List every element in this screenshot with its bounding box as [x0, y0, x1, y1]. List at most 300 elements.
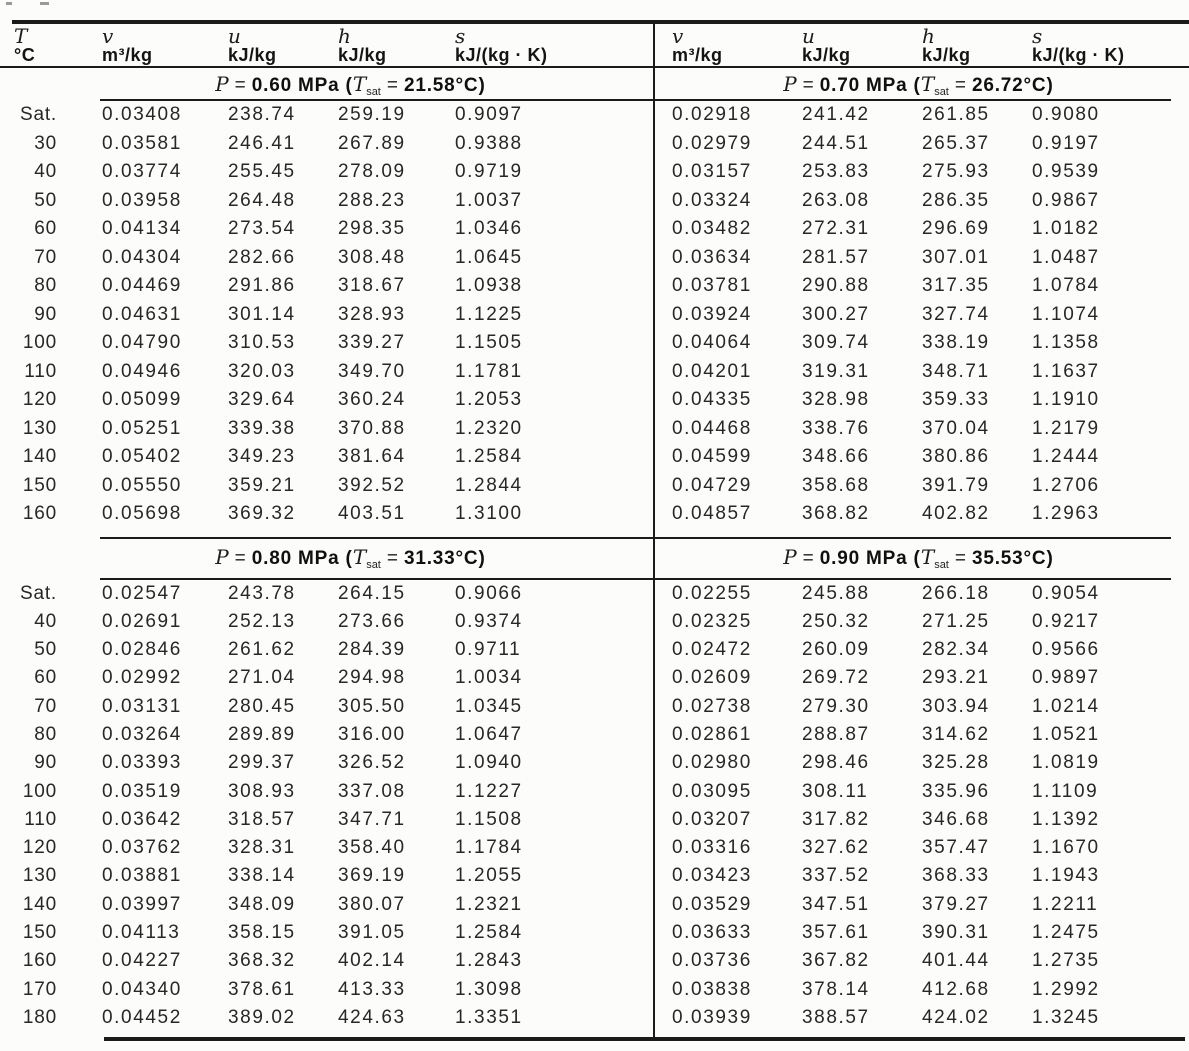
value-cell-left-v: 0.05402 — [102, 446, 182, 467]
value-cell-left-v: 0.03762 — [102, 837, 182, 859]
table-row — [0, 976, 1189, 1004]
table-row — [0, 472, 1189, 501]
value-cell-left-s: 1.2844 — [455, 474, 523, 496]
value-cell-left-u: 280.45 — [228, 695, 296, 717]
value-cell-right-h: 317.35 — [922, 275, 990, 296]
value-cell-right-v: 0.03207 — [672, 808, 752, 830]
value-cell-right-u: 250.32 — [802, 610, 870, 632]
temperature-cell: 80 — [34, 275, 57, 296]
table-row — [0, 301, 1189, 330]
value-cell-left-u: 243.78 — [228, 582, 296, 604]
column-header-row — [0, 24, 1189, 66]
value-cell-left-h: 370.88 — [338, 417, 406, 439]
quantity-unit: kJ/kg — [228, 45, 277, 65]
value-cell-left-h: 349.70 — [338, 360, 406, 382]
value-cell-right-s: 1.1943 — [1032, 865, 1100, 887]
value-cell-right-s: 1.0521 — [1032, 723, 1100, 745]
value-cell-right-s: 0.9197 — [1032, 132, 1100, 154]
value-cell-left-s: 1.1508 — [455, 808, 523, 830]
tsat-symbol: T — [920, 72, 935, 96]
value-cell-right-s: 1.1358 — [1032, 332, 1100, 353]
value-cell-left-h: 308.48 — [338, 246, 406, 268]
quantity-unit: kJ/kg — [338, 45, 387, 65]
value-cell-left-v: 0.04113 — [102, 922, 181, 944]
quantity-unit: kJ/kg — [802, 45, 851, 65]
value-cell-left-u: 273.54 — [228, 218, 296, 239]
value-cell-right-u: 244.51 — [802, 132, 870, 154]
value-cell-left-s: 0.9711 — [455, 639, 522, 661]
table-row — [0, 919, 1189, 947]
table-row — [0, 580, 1189, 608]
tsat-subscript: sat — [366, 558, 381, 571]
value-cell-left-h: 259.19 — [338, 104, 406, 125]
temperature-cell: 130 — [22, 417, 57, 439]
value-cell-right-s: 0.9566 — [1032, 639, 1100, 661]
table-row — [0, 947, 1189, 975]
value-cell-left-v: 0.02992 — [102, 667, 182, 689]
value-cell-left-h: 305.50 — [338, 695, 406, 717]
table-row — [0, 500, 1189, 529]
value-cell-left-v: 0.03881 — [102, 865, 182, 887]
value-cell-left-v: 0.05099 — [102, 389, 182, 410]
value-cell-right-v: 0.03838 — [672, 978, 752, 1000]
value-cell-right-u: 338.76 — [802, 417, 870, 439]
quantity-symbol: v — [672, 24, 684, 48]
value-cell-left-h: 284.39 — [338, 639, 406, 661]
value-cell-left-h: 391.05 — [338, 922, 406, 944]
value-cell-left-v: 0.04134 — [102, 218, 182, 239]
temperature-symbol: T — [14, 24, 28, 48]
pressure-symbol: P — [215, 72, 229, 96]
value-cell-right-s: 1.2444 — [1032, 446, 1100, 467]
value-cell-left-h: 328.93 — [338, 303, 406, 325]
value-cell-right-v: 0.03529 — [672, 893, 752, 915]
value-cell-right-s: 1.2179 — [1032, 417, 1100, 439]
value-cell-left-s: 1.0345 — [455, 695, 523, 717]
value-cell-left-u: 389.02 — [228, 1006, 296, 1028]
value-cell-left-v: 0.03774 — [102, 161, 182, 182]
table-row — [0, 749, 1189, 777]
value-cell-right-v: 0.04729 — [672, 474, 752, 496]
value-cell-right-u: 368.82 — [802, 503, 870, 524]
value-cell-left-v: 0.04946 — [102, 360, 182, 382]
page-crop-fragment — [6, 2, 66, 6]
temperature-cell: 100 — [22, 780, 57, 802]
value-cell-left-h: 298.35 — [338, 218, 406, 239]
value-cell-right-h: 325.28 — [922, 752, 990, 774]
temperature-cell: 80 — [34, 723, 57, 745]
value-cell-right-s: 1.0487 — [1032, 246, 1100, 268]
value-cell-left-h: 392.52 — [338, 474, 406, 496]
pressure-symbol: P — [783, 72, 797, 96]
value-cell-left-v: 0.03958 — [102, 189, 182, 211]
value-cell-left-s: 1.0938 — [455, 275, 523, 296]
value-cell-right-h: 335.96 — [922, 780, 990, 802]
value-cell-left-v: 0.04631 — [102, 303, 182, 325]
temperature-cell: Sat. — [20, 582, 57, 604]
table-row — [0, 358, 1189, 387]
value-cell-left-h: 360.24 — [338, 389, 406, 410]
table-row — [0, 443, 1189, 472]
value-cell-left-u: 246.41 — [228, 132, 296, 154]
quantity-column-header-left-s — [455, 24, 548, 65]
table-row — [0, 608, 1189, 636]
value-cell-right-u: 378.14 — [802, 978, 870, 1000]
value-cell-right-u: 348.66 — [802, 446, 870, 467]
table-row — [0, 158, 1189, 187]
value-cell-right-s: 1.1074 — [1032, 303, 1100, 325]
value-cell-left-u: 264.48 — [228, 189, 296, 211]
pressure-value: 0.60 MPa — [251, 75, 340, 96]
value-cell-right-v: 0.03324 — [672, 189, 752, 211]
value-cell-left-h: 278.09 — [338, 161, 406, 182]
value-cell-left-u: 291.86 — [228, 275, 296, 296]
value-cell-left-v: 0.03997 — [102, 893, 182, 915]
value-cell-left-u: 299.37 — [228, 752, 296, 774]
value-cell-left-s: 1.1505 — [455, 332, 523, 353]
value-cell-right-s: 1.3245 — [1032, 1006, 1100, 1028]
table-row — [0, 834, 1189, 862]
value-cell-left-s: 1.1227 — [455, 780, 523, 802]
value-cell-right-h: 357.47 — [922, 837, 990, 859]
temperature-cell: 130 — [22, 865, 57, 887]
value-cell-left-u: 349.23 — [228, 446, 296, 467]
table-row — [0, 272, 1189, 301]
value-cell-left-v: 0.04304 — [102, 246, 182, 268]
value-cell-left-s: 1.2320 — [455, 417, 523, 439]
close-paren: ) — [1046, 75, 1053, 96]
value-cell-left-s: 0.9388 — [455, 132, 523, 154]
temperature-cell: 120 — [22, 837, 57, 859]
quantity-unit: kJ/kg — [922, 45, 971, 65]
value-cell-right-h: 286.35 — [922, 189, 990, 211]
value-cell-right-u: 245.88 — [802, 582, 870, 604]
value-cell-left-v: 0.04340 — [102, 978, 182, 1000]
value-cell-left-v: 0.04790 — [102, 332, 182, 353]
value-cell-right-u: 281.57 — [802, 246, 870, 268]
value-cell-right-v: 0.03939 — [672, 1006, 752, 1028]
table-row — [0, 215, 1189, 244]
temperature-cell: 150 — [22, 922, 57, 944]
value-cell-right-h: 265.37 — [922, 132, 990, 154]
value-cell-right-h: 327.74 — [922, 303, 990, 325]
value-cell-right-s: 0.9897 — [1032, 667, 1100, 689]
value-cell-right-u: 347.51 — [802, 893, 870, 915]
value-cell-left-v: 0.04469 — [102, 275, 182, 296]
value-cell-right-h: 275.93 — [922, 161, 990, 182]
temperature-cell: 30 — [34, 132, 57, 154]
table-body — [0, 68, 1189, 1032]
pressure-value: 0.80 MPa — [251, 547, 340, 569]
value-cell-left-s: 0.9097 — [455, 104, 523, 125]
value-cell-right-s: 0.9054 — [1032, 582, 1100, 604]
value-cell-right-s: 1.2211 — [1032, 893, 1099, 915]
temperature-cell: 50 — [34, 189, 57, 211]
value-cell-right-v: 0.03736 — [672, 950, 752, 972]
value-cell-left-v: 0.03264 — [102, 723, 182, 745]
temperature-cell: 90 — [34, 752, 57, 774]
value-cell-right-h: 314.62 — [922, 723, 990, 745]
open-paren: ( — [913, 75, 920, 96]
value-cell-left-h: 273.66 — [338, 610, 406, 632]
tsat-subscript: sat — [934, 86, 949, 98]
value-cell-right-u: 388.57 — [802, 1006, 870, 1028]
value-cell-left-u: 338.14 — [228, 865, 296, 887]
tsat-value: 21.58°C — [403, 75, 479, 96]
table-row — [0, 1004, 1189, 1032]
value-cell-right-s: 1.1392 — [1032, 808, 1100, 830]
value-cell-right-u: 309.74 — [802, 332, 870, 353]
value-cell-left-v: 0.03131 — [102, 695, 182, 717]
value-cell-right-v: 0.03634 — [672, 246, 752, 268]
value-cell-right-s: 1.0182 — [1032, 218, 1100, 239]
equals-sign: = — [954, 547, 966, 569]
bottom-rule — [104, 1037, 1185, 1041]
value-cell-right-u: 317.82 — [802, 808, 870, 830]
value-cell-left-u: 329.64 — [228, 389, 296, 410]
quantity-symbol: v — [102, 24, 114, 48]
value-cell-right-h: 348.71 — [922, 360, 990, 382]
value-cell-left-h: 326.52 — [338, 752, 406, 774]
value-cell-right-u: 308.11 — [802, 780, 869, 802]
value-cell-right-s: 1.0214 — [1032, 695, 1100, 717]
value-cell-right-u: 290.88 — [802, 275, 870, 296]
value-cell-right-u: 272.31 — [802, 218, 870, 239]
value-cell-left-u: 282.66 — [228, 246, 296, 268]
value-cell-right-v: 0.02738 — [672, 695, 752, 717]
value-cell-right-u: 327.62 — [802, 837, 870, 859]
value-cell-left-s: 1.1784 — [455, 837, 523, 859]
tsat-symbol: T — [352, 72, 367, 96]
value-cell-right-h: 346.68 — [922, 808, 990, 830]
value-cell-left-u: 289.89 — [228, 723, 296, 745]
value-cell-right-u: 260.09 — [802, 639, 870, 661]
temperature-cell: 110 — [24, 360, 57, 382]
temperature-column-header — [14, 24, 36, 65]
quantity-column-header-left-u — [228, 24, 277, 65]
quantity-symbol: s — [455, 24, 466, 48]
equals-sign: = — [386, 75, 398, 96]
value-cell-right-s: 1.1637 — [1032, 360, 1100, 382]
value-cell-right-u: 298.46 — [802, 752, 870, 774]
value-cell-left-s: 0.9066 — [455, 582, 523, 604]
value-cell-right-h: 424.02 — [922, 1006, 990, 1028]
value-cell-left-u: 261.62 — [228, 639, 296, 661]
value-cell-right-u: 288.87 — [802, 723, 870, 745]
value-cell-left-s: 1.0645 — [455, 246, 523, 268]
value-cell-right-v: 0.03423 — [672, 865, 752, 887]
value-cell-right-s: 0.9539 — [1032, 161, 1100, 182]
quantity-symbol: s — [1032, 24, 1043, 48]
value-cell-right-v: 0.03482 — [672, 218, 752, 239]
value-cell-left-s: 0.9719 — [455, 161, 523, 182]
value-cell-right-v: 0.02918 — [672, 104, 752, 125]
value-cell-right-u: 263.08 — [802, 189, 870, 211]
table-row — [0, 721, 1189, 749]
quantity-column-header-right-h — [922, 24, 971, 65]
quantity-symbol: h — [338, 24, 351, 48]
table-row — [0, 693, 1189, 721]
value-cell-right-v: 0.02472 — [672, 639, 752, 661]
value-cell-right-u: 337.52 — [802, 865, 870, 887]
value-cell-right-u: 253.83 — [802, 161, 870, 182]
quantity-column-header-right-v — [672, 24, 723, 65]
value-cell-right-h: 293.21 — [922, 667, 990, 689]
quantity-unit: kJ/(kg · K) — [1032, 45, 1125, 65]
value-cell-left-s: 1.2843 — [455, 950, 523, 972]
value-cell-left-h: 288.23 — [338, 189, 406, 211]
temperature-cell: 150 — [22, 474, 57, 496]
center-column-divider — [653, 22, 655, 1039]
quantity-column-header-left-v — [102, 24, 153, 65]
tsat-subscript: sat — [366, 86, 381, 98]
value-cell-right-u: 300.27 — [802, 303, 870, 325]
value-cell-left-s: 1.3100 — [455, 503, 523, 524]
value-cell-left-u: 358.15 — [228, 922, 296, 944]
value-cell-left-h: 403.51 — [338, 503, 406, 524]
value-cell-right-v: 0.02255 — [672, 582, 752, 604]
quantity-unit: kJ/(kg · K) — [455, 45, 548, 65]
value-cell-right-v: 0.02980 — [672, 752, 752, 774]
value-cell-right-s: 1.0784 — [1032, 275, 1100, 296]
temperature-cell: 140 — [22, 893, 57, 915]
value-cell-left-v: 0.03393 — [102, 752, 182, 774]
table-row — [0, 806, 1189, 834]
value-cell-right-v: 0.04599 — [672, 446, 752, 467]
temperature-cell: 160 — [22, 950, 57, 972]
value-cell-right-s: 1.2735 — [1032, 950, 1100, 972]
value-cell-left-u: 348.09 — [228, 893, 296, 915]
value-cell-left-v: 0.05251 — [102, 417, 182, 439]
value-cell-right-v: 0.04064 — [672, 332, 752, 353]
temperature-cell: 100 — [22, 332, 57, 353]
value-cell-left-v: 0.02547 — [102, 582, 182, 604]
equals-sign: = — [802, 547, 814, 569]
temperature-cell: 70 — [34, 246, 57, 268]
value-cell-right-h: 391.79 — [922, 474, 990, 496]
value-cell-left-h: 339.27 — [338, 332, 406, 353]
equals-sign: = — [386, 547, 398, 569]
value-cell-right-v: 0.03316 — [672, 837, 752, 859]
temperature-cell: 70 — [34, 695, 57, 717]
value-cell-left-s: 0.9374 — [455, 610, 523, 632]
value-cell-right-h: 271.25 — [922, 610, 990, 632]
value-cell-left-s: 1.0940 — [455, 752, 523, 774]
value-cell-right-u: 358.68 — [802, 474, 870, 496]
value-cell-left-u: 271.04 — [228, 667, 296, 689]
value-cell-right-v: 0.04857 — [672, 503, 752, 524]
value-cell-left-s: 1.3098 — [455, 978, 523, 1000]
pressure-value: 0.70 MPa — [819, 75, 908, 96]
tsat-value: 31.33°C — [403, 547, 479, 569]
value-cell-left-u: 368.32 — [228, 950, 296, 972]
temperature-cell: 170 — [22, 978, 57, 1000]
value-cell-left-s: 1.2584 — [455, 922, 523, 944]
quantity-unit: m³/kg — [672, 45, 723, 65]
quantity-symbol: h — [922, 24, 935, 48]
quantity-symbol: u — [228, 24, 241, 48]
temperature-cell: 60 — [34, 667, 57, 689]
tsat-subscript: sat — [934, 558, 949, 571]
temperature-unit: °C — [14, 45, 36, 65]
value-cell-right-v: 0.02609 — [672, 667, 752, 689]
value-cell-left-h: 316.00 — [338, 723, 406, 745]
top-rule — [12, 20, 1189, 24]
value-cell-left-u: 252.13 — [228, 610, 296, 632]
value-cell-right-h: 303.94 — [922, 695, 990, 717]
value-cell-right-s: 1.1910 — [1032, 389, 1100, 410]
pressure-value: 0.90 MPa — [819, 547, 908, 569]
value-cell-left-v: 0.02846 — [102, 639, 182, 661]
value-cell-left-s: 1.1781 — [455, 360, 523, 382]
temperature-cell: 140 — [22, 446, 57, 467]
pressure-band-header — [0, 537, 1189, 580]
value-cell-left-s: 1.0346 — [455, 218, 523, 239]
value-cell-left-v: 0.02691 — [102, 610, 182, 632]
temperature-cell: Sat. — [20, 104, 57, 125]
value-cell-right-h: 359.33 — [922, 389, 990, 410]
value-cell-left-h: 424.63 — [338, 1006, 406, 1028]
value-cell-right-v: 0.02861 — [672, 723, 752, 745]
value-cell-right-s: 0.9867 — [1032, 189, 1100, 211]
value-cell-right-h: 338.19 — [922, 332, 990, 353]
value-cell-right-s: 1.2963 — [1032, 503, 1100, 524]
temperature-cell: 120 — [22, 389, 57, 410]
open-paren: ( — [913, 547, 920, 569]
value-cell-right-s: 0.9217 — [1032, 610, 1100, 632]
value-cell-right-h: 379.27 — [922, 893, 990, 915]
value-cell-right-v: 0.02979 — [672, 132, 752, 154]
value-cell-right-h: 401.44 — [922, 950, 990, 972]
value-cell-left-h: 337.08 — [338, 780, 406, 802]
value-cell-left-v: 0.03408 — [102, 104, 182, 125]
value-cell-left-s: 1.0037 — [455, 189, 523, 211]
table-row — [0, 664, 1189, 692]
quantity-unit: m³/kg — [102, 45, 153, 65]
value-cell-left-h: 369.19 — [338, 865, 406, 887]
value-cell-left-s: 1.0647 — [455, 723, 523, 745]
value-cell-left-u: 238.74 — [228, 104, 296, 125]
close-paren: ) — [1046, 547, 1053, 569]
value-cell-right-h: 296.69 — [922, 218, 990, 239]
quantity-column-header-right-u — [802, 24, 851, 65]
quantity-column-header-right-s — [1032, 24, 1125, 65]
value-cell-right-u: 319.31 — [802, 360, 870, 382]
temperature-cell: 160 — [22, 503, 57, 524]
quantity-symbol: u — [802, 24, 815, 48]
close-paren: ) — [478, 547, 485, 569]
value-cell-left-v: 0.03581 — [102, 132, 182, 154]
value-cell-left-u: 320.03 — [228, 360, 296, 382]
open-paren: ( — [345, 547, 352, 569]
value-cell-right-u: 269.72 — [802, 667, 870, 689]
open-paren: ( — [345, 75, 352, 96]
value-cell-right-s: 1.0819 — [1032, 752, 1100, 774]
value-cell-right-h: 266.18 — [922, 582, 990, 604]
quantity-column-header-left-h — [338, 24, 387, 65]
equals-sign: = — [234, 547, 246, 569]
value-cell-left-s: 1.3351 — [455, 1006, 523, 1028]
table-row — [0, 891, 1189, 919]
value-cell-right-h: 390.31 — [922, 922, 990, 944]
table-row — [0, 101, 1189, 130]
value-cell-left-h: 318.67 — [338, 275, 406, 296]
value-cell-left-u: 339.38 — [228, 417, 296, 439]
value-cell-right-h: 402.82 — [922, 503, 990, 524]
value-cell-right-v: 0.03781 — [672, 275, 752, 296]
value-cell-left-h: 264.15 — [338, 582, 406, 604]
value-cell-right-s: 0.9080 — [1032, 104, 1100, 125]
